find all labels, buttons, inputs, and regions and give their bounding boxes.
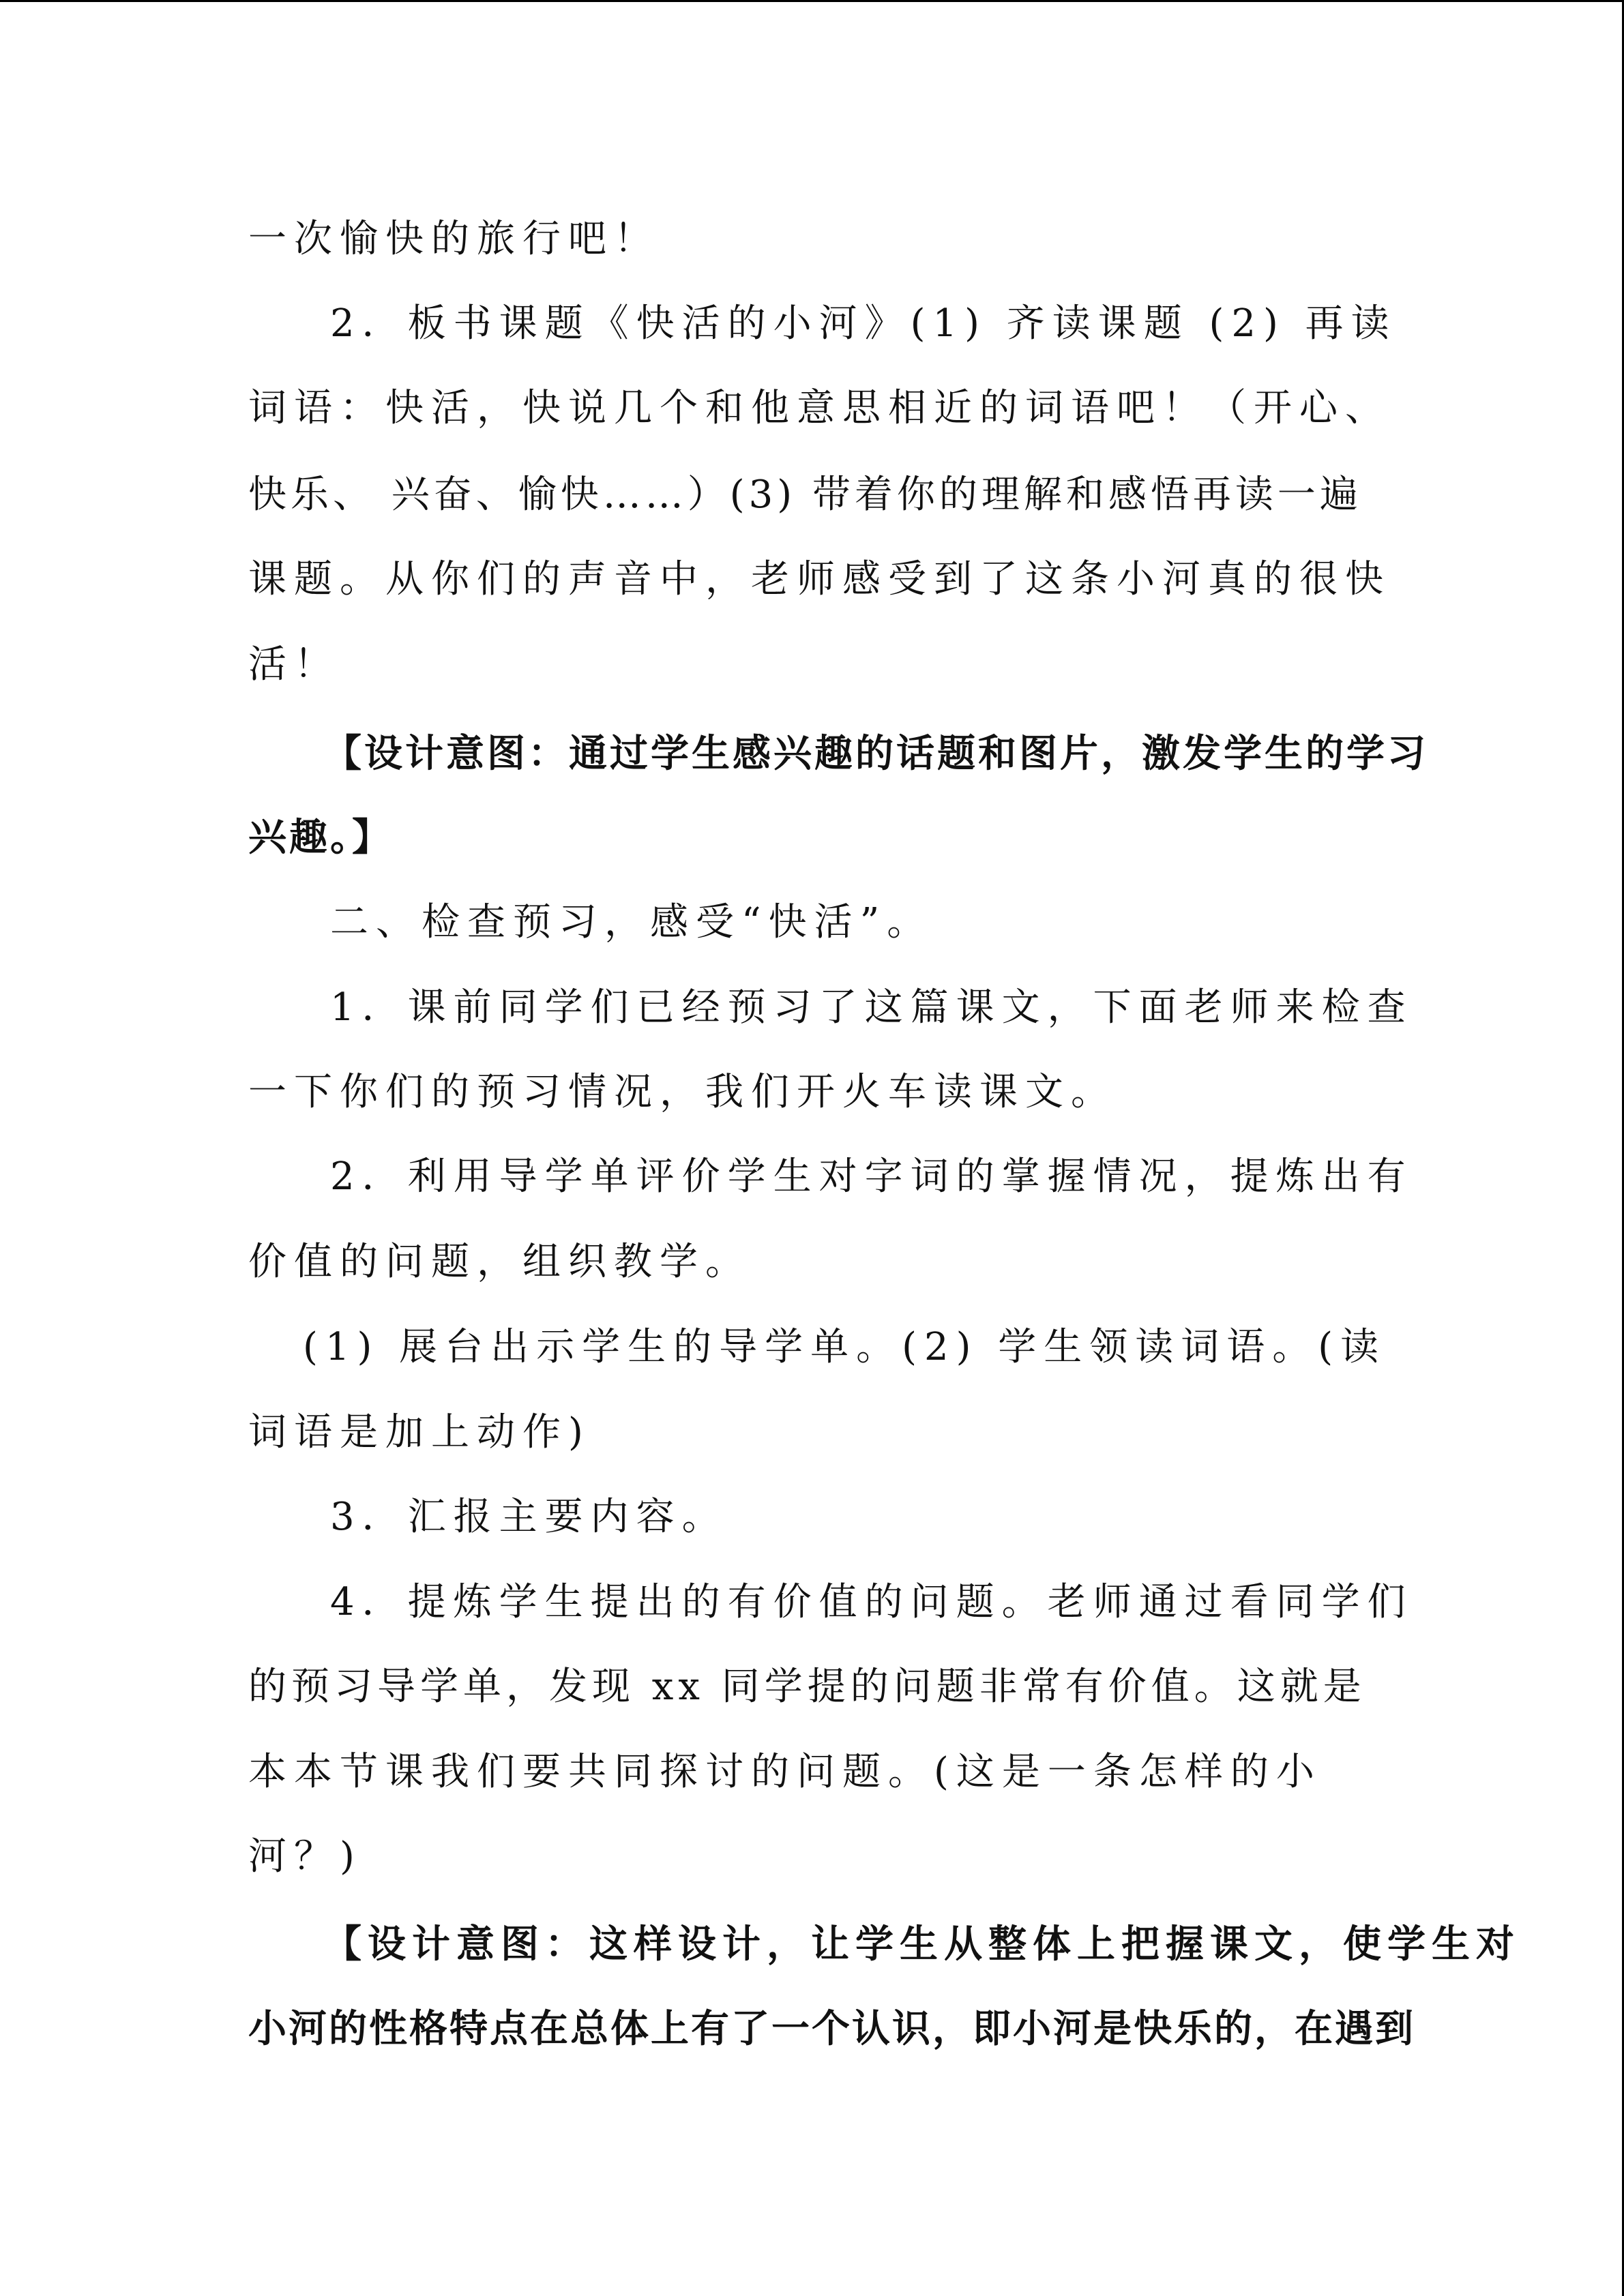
design-intent-note: 【设计意图：通过学生感兴趣的话题和图片，激发学生的学习	[323, 731, 1428, 776]
paragraph-line: 活！	[248, 642, 340, 687]
design-intent-note: 小河的性格特点在总体上有了一个认识，即小河是快乐的，在遇到	[248, 2006, 1415, 2051]
paragraph-line: 1．课前同学们已经预习了这篇课文，下面老师来检查	[330, 985, 1413, 1030]
paragraph-line: 课题。从你们的声音中，老师感受到了这条小河真的很快	[248, 557, 1391, 601]
paragraph-line: 2．利用导学单评价学生对字词的掌握情况，提炼出有	[330, 1154, 1413, 1199]
section-heading: 二、检查预习，感受“快活”。	[330, 900, 933, 944]
design-intent-note: 兴趣。】	[248, 815, 393, 860]
page-border-top	[0, 0, 1624, 2]
paragraph-line: 河？)	[248, 1834, 362, 1879]
paragraph-line: 本本节课我们要共同探讨的问题。(这是一条怎样的小	[248, 1750, 1322, 1794]
paragraph-line: 2．板书课题《快活的小河》(1) 齐读课题 (2) 再读	[330, 301, 1397, 346]
paragraph-line: 一下你们的预习情况，我们开火车读课文。	[248, 1070, 1117, 1114]
paragraph-line: 4．提炼学生提出的有价值的问题。老师通过看同学们	[330, 1580, 1413, 1624]
paragraph-line: 一次愉快的旅行吧！	[248, 217, 660, 261]
paragraph-line: 词语是加上动作)	[248, 1410, 591, 1455]
paragraph-line: 快乐、 兴奋、愉快……）(3) 带着你的理解和感悟再读一遍	[248, 473, 1362, 517]
paragraph-line: 词语：快活，快说几个和他意思相近的词语吧！（开心、	[248, 386, 1391, 430]
paragraph-line: 的预习导学单，发现 xx 同学提的问题非常有价值。这就是	[248, 1665, 1366, 1709]
paragraph-line: 3．汇报主要内容。	[330, 1495, 728, 1539]
design-intent-note: 【设计意图：这样设计，让学生从整体上把握课文，使学生对	[323, 1922, 1520, 1967]
paragraph-line: 价值的问题，组织教学。	[248, 1240, 751, 1284]
paragraph-line: (1) 展台出示学生的导学单。(2) 学生领读词语。(读	[303, 1325, 1387, 1369]
